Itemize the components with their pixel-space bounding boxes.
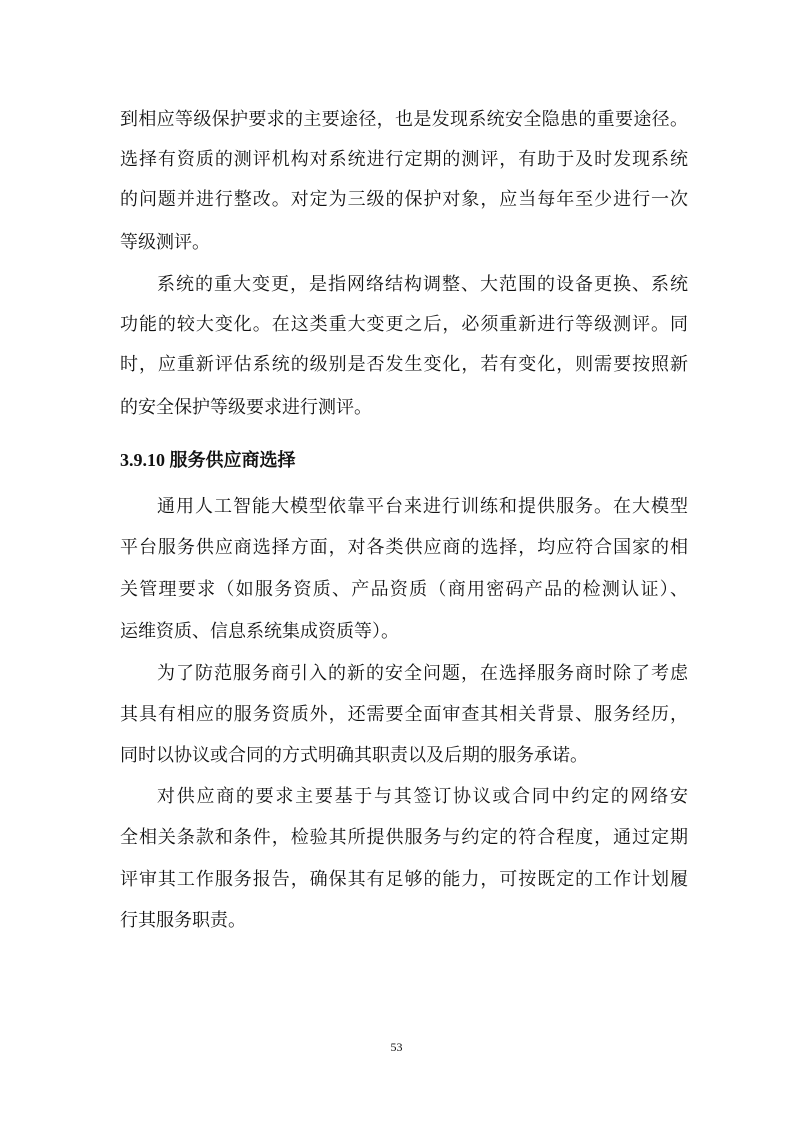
paragraph-line: 运维资质、信息系统集成资质等）。 <box>120 621 399 642</box>
paragraph-line: 的安全保护等级要求进行测评。 <box>120 397 372 418</box>
paragraph-line: 同时以协议或合同的方式明确其职责以及后期的服务承诺。 <box>120 745 588 766</box>
paragraph-line: 对供应商的要求主要基于与其签订协议或合同中约定的网络安 <box>157 786 688 807</box>
paragraph-line: 全相关条款和条件，检验其所提供服务与约定的符合程度，通过定期 <box>120 827 688 848</box>
section-heading: 3.9.10 服务供应商选择 <box>120 450 296 470</box>
paragraph-line: 的问题并进行整改。对定为三级的保护对象，应当每年至少进行一次 <box>120 189 688 210</box>
paragraph-line: 功能的较大变化。在这类重大变更之后，必须重新进行等级测评。同 <box>120 314 688 335</box>
paragraph-line: 选择有资质的测评机构对系统进行定期的测评，有助于及时发现系统 <box>120 149 688 170</box>
paragraph-line: 到相应等级保护要求的主要途径，也是发现系统安全隐患的重要途径。 <box>120 109 688 130</box>
page-number: 53 <box>390 1040 403 1054</box>
paragraph-line: 等级测评。 <box>120 232 210 253</box>
paragraph-line: 关管理要求（如服务资质、产品资质（商用密码产品的检测认证）、 <box>120 579 688 600</box>
paragraph-line: 其具有相应的服务资质外，还需要全面审查其相关背景、服务经历， <box>120 704 688 725</box>
paragraph-line: 通用人工智能大模型依靠平台来进行训练和提供服务。在大模型 <box>157 496 688 517</box>
paragraph-line: 平台服务供应商选择方面，对各类供应商的选择，均应符合国家的相 <box>120 537 688 558</box>
paragraph-line: 时，应重新评估系统的级别是否发生变化，若有变化，则需要按照新 <box>120 354 688 375</box>
paragraph-line: 系统的重大变更，是指网络结构调整、大范围的设备更换、系统 <box>157 274 688 295</box>
paragraph-line: 评审其工作服务报告，确保其有足够的能力，可按既定的工作计划履 <box>120 869 688 890</box>
paragraph-line: 行其服务职责。 <box>120 910 246 931</box>
paragraph-line: 为了防范服务商引入的新的安全问题，在选择服务商时除了考虑 <box>157 663 688 684</box>
